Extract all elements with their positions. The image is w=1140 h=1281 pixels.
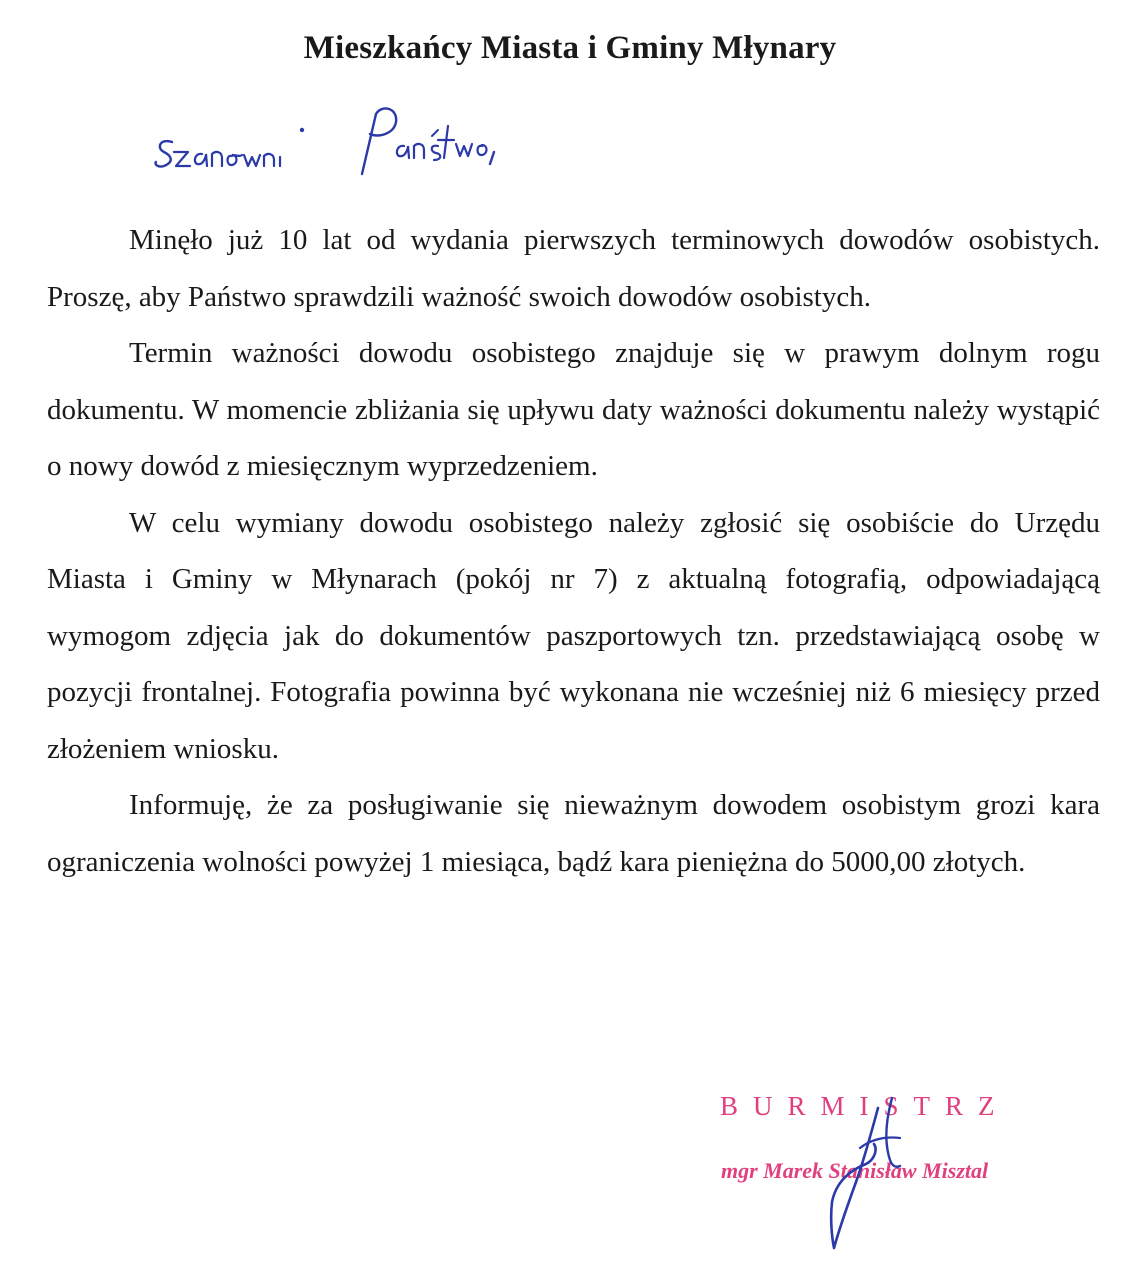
page-title: Mieszkańcy Miasta i Gminy Młynary bbox=[303, 30, 837, 66]
stamp-name: mgr Marek Stanisław Misztal bbox=[721, 1158, 989, 1183]
stamp-title: BURMISTRZ bbox=[720, 1091, 1010, 1121]
letter-body bbox=[47, 212, 1100, 890]
paragraph-4: Informuję, że za posługiwanie się nieważnym dowodem osobistym grozi kara ograniczenia wolności powyżej 1 miesiąca, bądź kara pieniężna do 5000,00 złotych. bbox=[47, 789, 1100, 878]
paragraph-1: Minęło już 10 lat od wydania pierwszych terminowych dowodów osobistych. Proszę, aby Państwo sprawdzili ważność swoich dowodów osobistych. bbox=[47, 224, 1100, 313]
paragraph-3: W celu wymiany dowodu osobistego należy zgłosić się osobiście do Urzędu Miasta i Gminy w Młynarach (pokój nr 7) z aktualną fotografią, odpowiadającą wymogom zdjęcia jak do dokumentów paszportowych tzn. przedstawiającą osobę w pozycji frontalnej. Fotografia powinna być wykonana nie wcześniej niż 6 miesięcy przed złożeniem wniosku. bbox=[47, 506, 1100, 765]
paragraph-2: Termin ważności dowodu osobistego znajduje się w prawym dolnym rogu dokumentu. W momencie zbliżania się upływu daty ważności dokumentu należy wystąpić o nowy dowód z miesięcznym wyprzedzeniem. bbox=[47, 337, 1100, 482]
handwritten-signature bbox=[800, 1090, 920, 1260]
handwritten-greeting bbox=[150, 100, 510, 190]
